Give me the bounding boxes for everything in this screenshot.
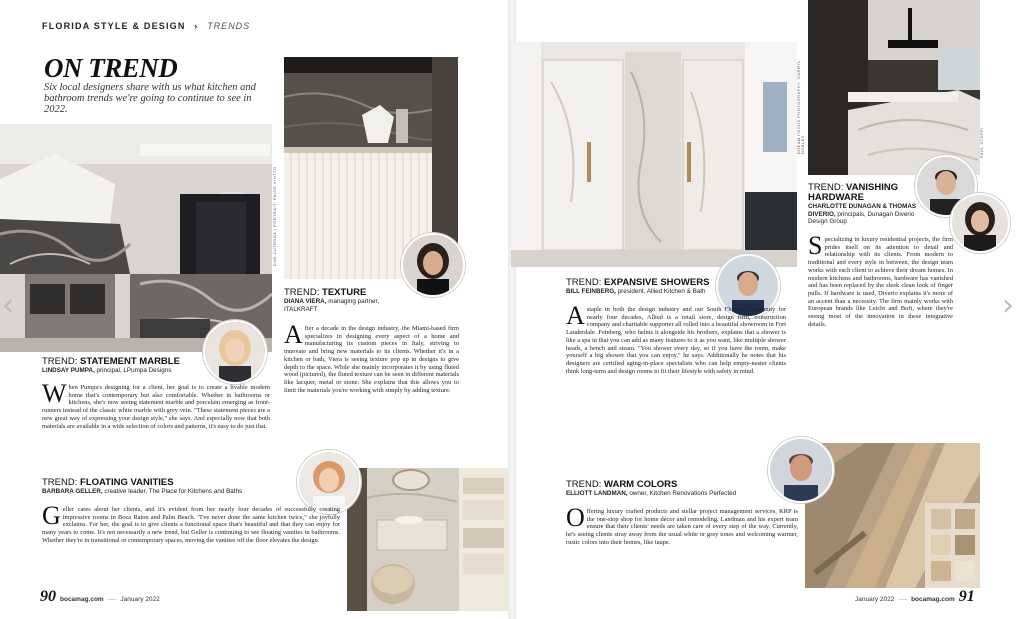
folio-dash-right: ----: [898, 596, 908, 603]
trend-heading: [42, 478, 297, 488]
trend-name: EXPANSIVE SHOWERS: [604, 277, 710, 288]
trend-heading: [808, 183, 918, 203]
trend-label: TREND:: [566, 479, 602, 490]
designer-name: BARBARA GELLER,: [42, 488, 103, 495]
designer-role: principal, LPumpa Designs: [96, 367, 172, 374]
dropcap: A: [284, 320, 303, 349]
designer-byline: [42, 367, 200, 375]
body-expansive-showers: [566, 301, 786, 375]
trend-label: TREND:: [42, 356, 78, 367]
trend-heading: [42, 357, 200, 367]
body-text: ffering luxury crafted products and stellar project management services, KRP is the one-stop shop for home décor and remodeling. Landman and his expert team ensure that their clients' needs are taken care of every step of the way. Currently, he's seeing clients stray away from the usual white or grey tones and welcoming warmer, rustic colors into their homes, like taupe.: [566, 508, 798, 546]
trend-floating-vanities: [42, 478, 297, 496]
trend-label: TREND:: [42, 477, 78, 488]
body-texture: [284, 320, 459, 394]
page-number-right: 91: [958, 588, 975, 605]
portrait-lindsay-pumpa: [203, 320, 267, 384]
floating-vanity-photo: [347, 468, 508, 611]
page-intro: Six local designers share with us what kitchen and bathroom trends we're going to continue to see in 2022.: [44, 82, 256, 115]
portrait-charlotte-dunagan: [950, 193, 1010, 253]
vanishing-hardware-photo: [808, 0, 980, 175]
designer-role: managing partner, ITALKRAFT: [284, 298, 379, 313]
site-name-left: bocamag.com: [60, 596, 104, 603]
dropcap: G: [42, 501, 61, 530]
trend-vanishing-hardware: [808, 183, 918, 226]
folio-right: [855, 588, 975, 606]
photo-credit-showers: DREAM FOCUS PHOTOGRAPHY, DARRYL NOBLES: [797, 60, 805, 154]
issue-date-left: January 2022: [120, 596, 160, 603]
subsection-name: TRENDS: [207, 21, 251, 31]
designer-name: LINDSAY PUMPA,: [42, 367, 95, 374]
trend-statement-marble: [42, 357, 200, 375]
site-name-right: bocamag.com: [911, 596, 955, 603]
designer-byline: [566, 288, 716, 296]
body-text: staple in both the design industry and our South Florida community for nearly four decades, Allied is a retail store, design firm, construction company and charitable supporter all rolled into a beautiful showroom in Fort Lauderdale. Feinberg, who helms it alongside his brothers, explains that a shower is like a spa in that you can add as many features to it as you want, like multiple shower heads, a bench and steam. "You shower every day, so if you have the room, make yourself a big shower that you can enjoy," he says. Additionally he notes that his designers are certified aging-in-place specialists who can help empty-nester clients think long-term and design rooms to fit their lifestyle with safety in mind.: [566, 306, 786, 375]
photo-credit-hardware: PAUL STOPPI: [980, 126, 984, 158]
folio-left: [40, 588, 160, 606]
trend-heading: [566, 278, 716, 288]
kicker-separator: ›: [194, 21, 199, 31]
trend-heading: [284, 288, 454, 298]
body-text: fter a decade in the design industry, the Miami-based firm specializes in designing every aspect of a home and manufacturing its custom pieces in Italy, striving to innovate and bring new materials to its clients. Whether it's in a kitchen or bath, Viera is seeing texture pop up in designs to give depth to the space. While she mainly incorporates it by using fluted wood (pictured), the fluted texture can be seen in different materials like lacquer, metal or stone. She explains that this allows you to limit the materials you're working with simply by adding texture.: [284, 325, 459, 394]
page-number-left: 90: [40, 588, 56, 605]
dropcap: W: [42, 379, 67, 408]
trend-expansive-showers: [566, 278, 716, 296]
designer-name: ELLIOTT LANDMAN,: [566, 490, 628, 497]
trend-name: FLOATING VANITIES: [80, 477, 174, 488]
designer-byline: [42, 488, 297, 496]
kitchen-marble-photo: [0, 124, 272, 352]
designer-name: DIANA VIERA,: [284, 298, 327, 305]
trend-label: TREND:: [284, 287, 320, 298]
expansive-shower-photo: [511, 42, 797, 267]
dropcap: O: [566, 503, 585, 532]
page-title: ON TREND: [44, 53, 178, 83]
section-kicker: [42, 21, 250, 31]
trend-name: VANISHING HARDWARE: [808, 182, 899, 203]
trend-name: STATEMENT MARBLE: [80, 356, 180, 367]
folio-dash-left: ----: [107, 596, 117, 603]
designer-role: owner, Kitchen Renovations Perfected: [629, 490, 737, 497]
section-name: FLORIDA STYLE & DESIGN: [42, 21, 186, 31]
designer-role: creative leader, The Place for Kitchens and Baths: [104, 488, 243, 495]
trend-warm-colors: [566, 480, 766, 498]
designer-byline: [566, 490, 766, 498]
issue-date-right: January 2022: [855, 596, 895, 603]
trend-texture: [284, 288, 454, 313]
designer-byline: [808, 203, 918, 226]
trend-name: WARM COLORS: [604, 479, 678, 490]
body-floating-vanities: [42, 501, 340, 545]
body-warm-colors: [566, 503, 798, 547]
trend-label: TREND:: [808, 182, 844, 193]
trend-name: TEXTURE: [322, 287, 367, 298]
chevron-left-icon[interactable]: ‹: [2, 288, 14, 323]
body-statement-marble: [42, 379, 270, 430]
portrait-barbara-geller: [297, 450, 361, 514]
designer-role: principals, Dunagan Diverio Design Group: [808, 210, 915, 225]
designer-name: BILL FEINBERG,: [566, 288, 616, 295]
dropcap: A: [566, 301, 585, 330]
designer-role: president, Allied Kitchen & Bath: [617, 288, 706, 295]
body-text: pecializing in luxury residential projects, the firm prides itself on its attention to detail and relationship with its clients. From modern to traditional and every style in between, the design team works with each client to achieve their dream homes. In modern kitchens and bathrooms, hardware has vanished and has been replaced by the sleek clean look of finger pulls. If hardware is used, Diverio explains it's more of an accent than a necessity. The firm mainly works with European brands like Leicht and Bofi, where they're seeing most of the innovation in these integrative details.: [808, 236, 953, 328]
body-text: hen Pumpa's designing for a client, her goal is to create a livable modern home that's contemporary but also comfortable. Whether in bathrooms or kitchens, she's now seeing statement marble and porcelain emerging as front-runners instead of the classic white marble with grey vein. "These statement pieces are a new great way of expressing your design style," she says. And especially now that both materials are available in a wide selection of colors and patterns, it's easy to do just that.: [42, 384, 270, 430]
chevron-right-icon[interactable]: ›: [1002, 288, 1014, 323]
trend-heading: [566, 480, 766, 490]
body-vanishing-hardware: [808, 231, 953, 328]
trend-label: TREND:: [566, 277, 602, 288]
designer-name: CHARLOTTE DUNAGAN & THOMAS DIVERIO,: [808, 203, 917, 218]
dropcap: S: [808, 231, 823, 260]
body-text: eller cares about her clients, and it's evident from her nearly four decades of successfully creating impressive rooms in Boca Raton and Palm Beach. "I've never done the same kitchen twice," she joyfully exclaims. For her, the goal is to give clients a functional space that's beautiful and that they can enjoy for many years to come. It's not necessarily a new trend, but Geller is continuing to see floating vanities in bathrooms. Whether they're in transitional or contemporary spaces, moving the vanities off the floor elevates the design.: [42, 506, 340, 544]
photo-credit-marble: DAN CUTRONA | PORTRAIT: PAIGE VIOTTO: [273, 166, 277, 266]
designer-byline: [284, 298, 404, 313]
portrait-elliott-landman: [768, 437, 834, 503]
